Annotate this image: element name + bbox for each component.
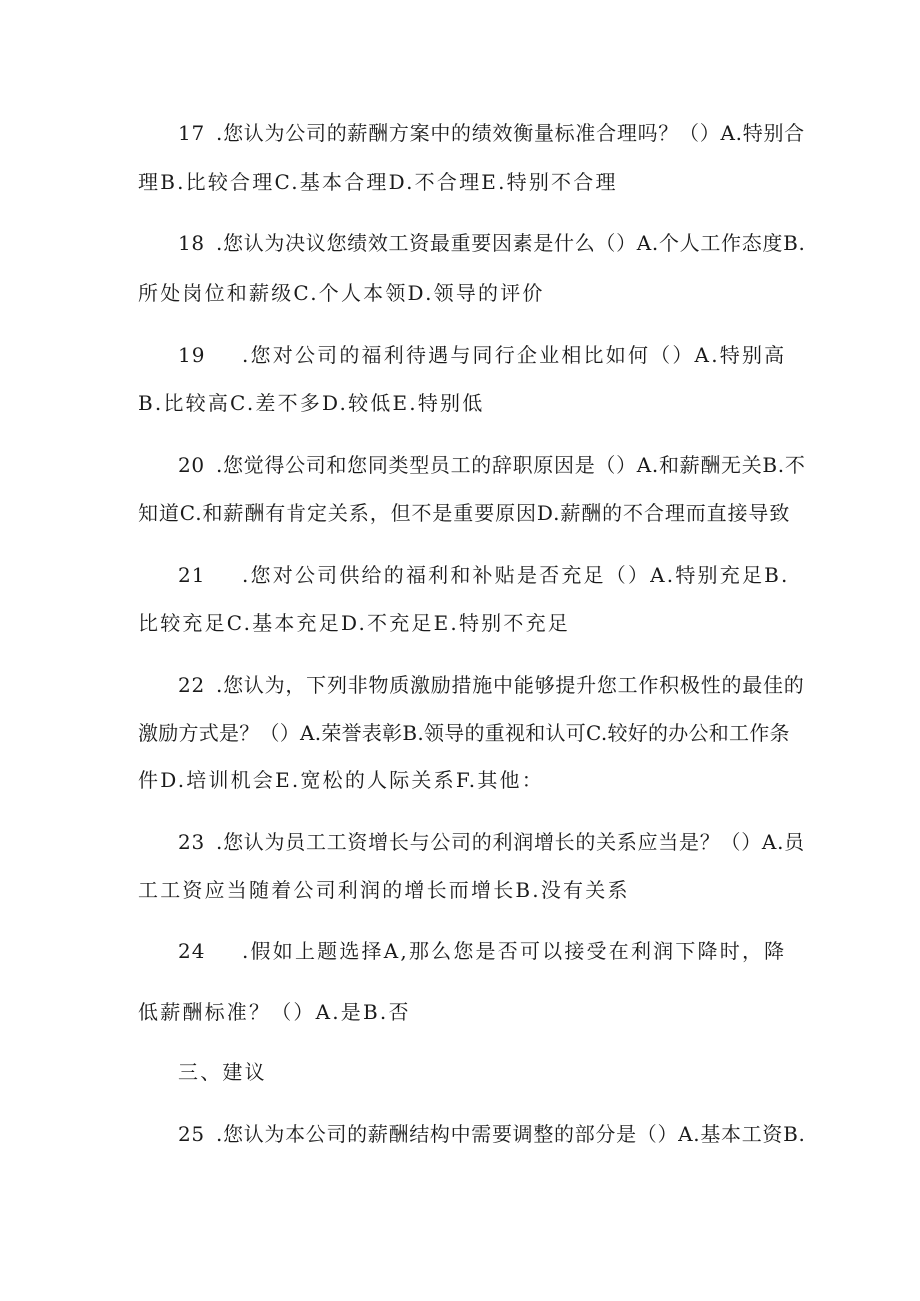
question-number: 17 (178, 121, 205, 145)
question-number: 22 (178, 673, 205, 697)
question-20-line-1 (178, 451, 806, 479)
question-22-line-3: 件D.培训机会E.宽松的人际关系F.其他： (138, 768, 544, 792)
question-text: .您对公司的福利待遇与同行企业相比如何（）A.特别高 (242, 343, 787, 367)
question-18-line-2: 所处岗位和薪级C.个人本领D.领导的评价 (138, 281, 545, 305)
question-17-line-1 (178, 119, 805, 147)
question-number: 23 (178, 830, 205, 854)
section-heading: 三、建议 (178, 1060, 267, 1084)
question-text: .您认为员工工资增长与公司的利润增长的关系应当是？（）A.员 (216, 830, 805, 854)
question-23-line-1 (178, 828, 805, 856)
question-text: .您认为公司的薪酬方案中的绩效衡量标准合理吗？（）A.特别合 (216, 121, 805, 145)
question-text: .您觉得公司和您同类型员工的辞职原因是（）A.和薪酬无关B.不 (216, 453, 806, 477)
question-19-line-1 (178, 341, 786, 369)
question-text: .您对公司供给的福利和补贴是否充足（）A.特别充足B. (242, 563, 790, 587)
question-25-line-1 (178, 1120, 806, 1148)
question-text: .假如上题选择A,那么您是否可以接受在利润下降时，降 (242, 939, 787, 963)
question-17-line-2: 理B.比较合理C.基本合理D.不合理E.特别不合理 (138, 170, 618, 194)
question-number: 20 (178, 453, 205, 477)
question-23-line-2: 工工资应当随着公司利润的增长而增长B.没有关系 (138, 878, 630, 902)
question-number: 24 (178, 939, 206, 963)
question-21-line-2: 比较充足C.基本充足D.不充足E.特别不充足 (138, 611, 570, 635)
question-text: .您认为决议您绩效工资最重要因素是什么（）A.个人工作态度B. (216, 231, 806, 255)
question-number: 21 (178, 563, 206, 587)
question-24-line-1 (178, 937, 786, 965)
question-number: 25 (178, 1122, 205, 1146)
question-number: 18 (178, 231, 205, 255)
question-21-line-1 (178, 561, 790, 589)
question-22-line-1 (178, 671, 805, 699)
question-text: .您认为，下列非物质激励措施中能够提升您工作积极性的最佳的 (216, 673, 805, 697)
question-20-line-2: 知道C.和薪酬有肯定关系，但不是重要原因D.薪酬的不合理而直接导致 (138, 501, 791, 525)
question-number: 19 (178, 343, 206, 367)
question-18-line-1 (178, 229, 806, 257)
question-24-line-2: 低薪酬标准？（）A.是B.否 (138, 1000, 411, 1024)
question-22-line-2: 激励方式是？（）A.荣誉表彰B.领导的重视和认可C.较好的办公和工作条 (138, 721, 790, 745)
question-text: .您认为本公司的薪酬结构中需要调整的部分是（）A.基本工资B. (216, 1122, 806, 1146)
question-19-line-2: B.比较高C.差不多D.较低E.特别低 (138, 391, 485, 415)
